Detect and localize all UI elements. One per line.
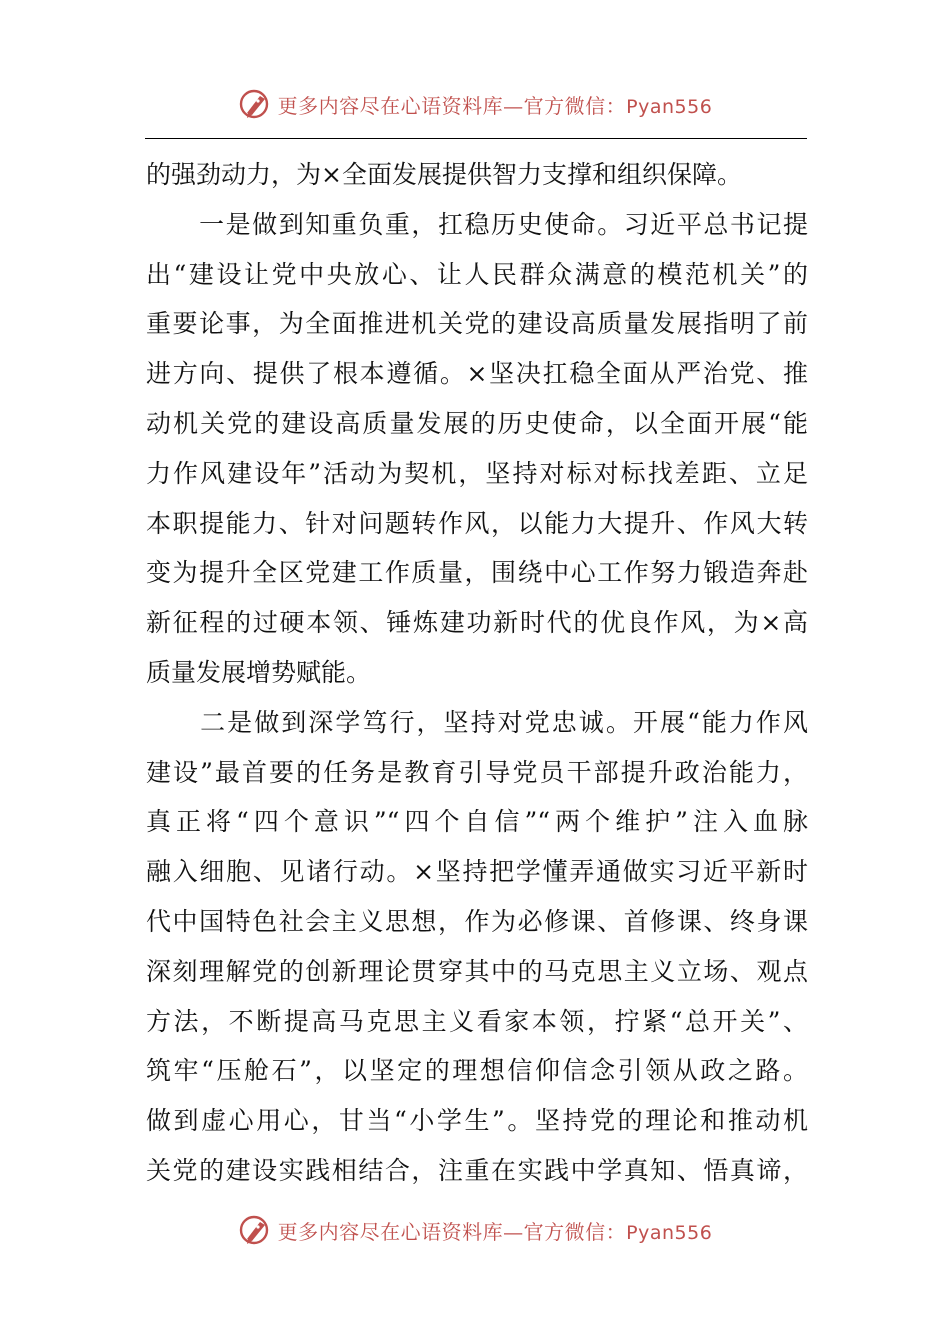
text-line: 动机关党的建设高质量发展的历史使命，以全面开展“能 [146, 408, 808, 438]
text-line: 力作风建设年”活动为契机，坚持对标对标找差距、立足 [146, 458, 808, 488]
text-line: 质量发展增势赋能。 [146, 657, 372, 687]
header-rule [145, 138, 807, 139]
text-line: 变为提升全区党建工作质量，围绕中心工作努力锻造奔赴 [146, 558, 808, 588]
text-line: 深刻理解党的创新理论贯穿其中的马克思主义立场、观点 [146, 956, 808, 986]
pen-nib-logo-icon [238, 1213, 272, 1247]
text-line: 关党的建设实践相结合，注重在实践中学真知、悟真谛， [146, 1155, 808, 1185]
text-line: 二是做到深学笃行，坚持对党忠诚。开展“能力作风 [146, 707, 808, 737]
text-line: 代中国特色社会主义思想，作为必修课、首修课、终身课 [146, 906, 808, 936]
text-line: 方法，不断提高马克思主义看家本领，拧紧“总开关”、 [146, 1006, 808, 1036]
header-watermark-banner [0, 86, 950, 122]
banner-text: 更多内容尽在心语资料库—官方微信：Pyan556 [277, 93, 713, 118]
pen-nib-logo-icon [238, 87, 272, 121]
text-line: 重要论事，为全面推进机关党的建设高质量发展指明了前 [146, 309, 808, 339]
text-line: 一是做到知重负重，扛稳历史使命。习近平总书记提 [146, 209, 808, 239]
footer-watermark-banner [0, 1212, 950, 1248]
text-line: 做到虚心用心，甘当“小学生”。坚持党的理论和推动机 [146, 1106, 808, 1136]
text-line: 进方向、提供了根本遵循。×坚决扛稳全面从严治党、推 [146, 359, 808, 389]
text-line: 筑牢“压舱石”，以坚定的理想信仰信念引领从政之路。 [146, 1056, 808, 1086]
text-line: 建设”最首要的任务是教育引导党员干部提升政治能力， [146, 757, 808, 787]
text-line: 新征程的过硬本领、锤炼建功新时代的优良作风，为×高 [146, 608, 808, 638]
banner-text: 更多内容尽在心语资料库—官方微信：Pyan556 [277, 1219, 713, 1244]
text-line: 真正将“四个意识”“四个自信”“两个维护”注入血脉 [146, 807, 808, 837]
document-body [146, 150, 808, 1196]
text-line: 出“建设让党中央放心、让人民群众满意的模范机关”的 [146, 259, 808, 289]
text-line: 的强劲动力，为×全面发展提供智力支撑和组织保障。 [146, 160, 742, 189]
text-line: 融入细胞、见诸行动。×坚持把学懂弄通做实习近平新时 [146, 857, 808, 887]
text-line: 本职提能力、针对问题转作风，以能力大提升、作风大转 [146, 508, 808, 538]
